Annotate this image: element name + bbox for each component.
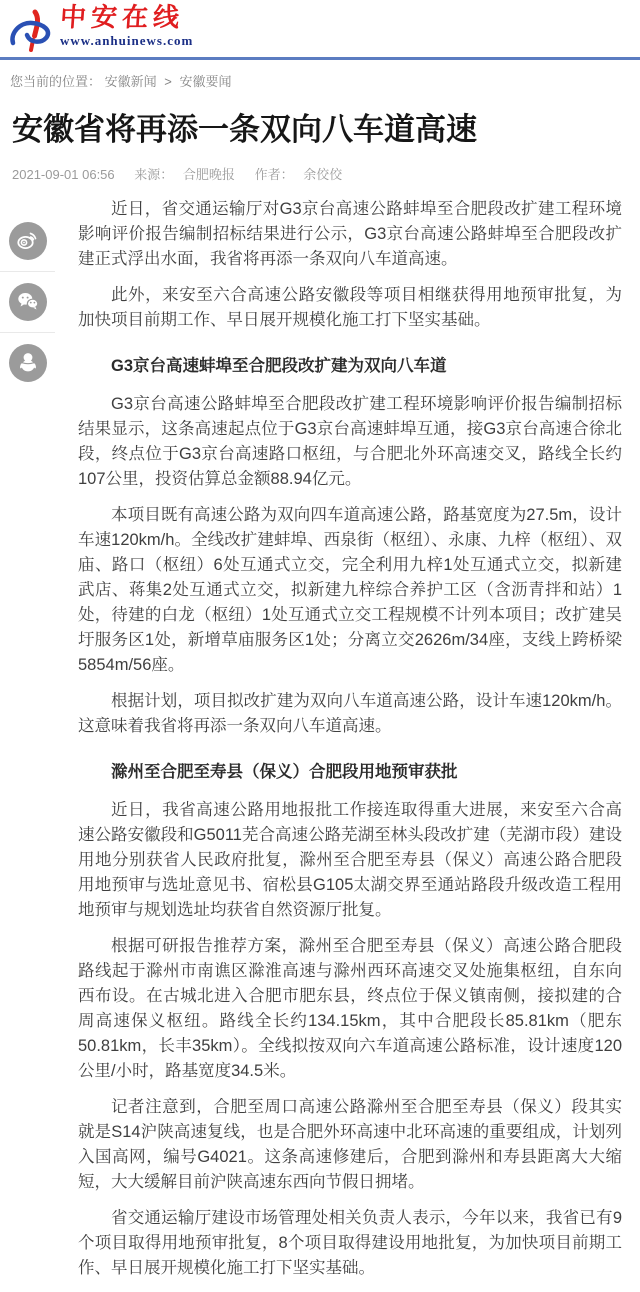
article-body (78, 197, 622, 1281)
article-paragraph: 近日，省交通运输厅对G3京台高速公路蚌埠至合肥段改扩建工程环境影响评价报告编制招标结果进行公示，G3京台高速公路蚌埠至合肥段改扩建正式浮出水面，我省将再添一条双向八车道高速。 (78, 200, 622, 268)
breadcrumb-link-section[interactable]: 安徽新闻 (104, 74, 157, 89)
source-label: 来源： (134, 167, 174, 182)
site-url: www.anhuinews.com (60, 33, 194, 48)
article-subheading: 滁州至合肥至寿县（保义）合肥段用地预审获批 (111, 763, 458, 781)
site-logo[interactable] (8, 5, 193, 60)
weibo-icon (16, 228, 40, 255)
article-main (0, 197, 640, 1281)
breadcrumb-label: 您当前的位置： (10, 74, 102, 89)
share-weibo-button[interactable] (9, 222, 47, 260)
article-meta (12, 164, 640, 183)
share-qq-button[interactable] (9, 344, 47, 382)
wechat-icon (16, 289, 40, 316)
article-paragraph: 本项目既有高速公路为双向四车道高速公路，路基宽度为27.5m，设计车速120km/h。全线改扩建蚌埠、西泉街（枢纽）、永康、九梓（枢纽）、双庙、路口（枢纽）6处互通式立交，完全利用九梓1处互通式立交，拟新建武店、蒋集2处互通式立交，拟新建九梓综合养护工区（含沥青拌和站）1处，待建的白龙（枢纽）1处互通式立交工程规模不计列本项目；改扩建吴圩服务区1处，新增草庙服务区1处；分离立交2626m/34座，支线上跨桥梁5854m/56座。 (78, 506, 622, 674)
article-source: 合肥晚报 (182, 167, 235, 182)
article-paragraph: 近日，我省高速公路用地报批工作接连取得重大进展，来安至六合高速公路安徽段和G5011芜合高速公路芜湖至林头段改扩建（芜湖市段）建设用地分别获省人民政府批复，滁州至合肥至寿县（保义）高速公路合肥段用地预审与选址意见书、宿松县G105太湖交界至通站路段升级改造工程用地预审与规划选址均获省自然资源厅批复。 (78, 801, 622, 919)
article-paragraph: 根据可研报告推荐方案，滁州至合肥至寿县（保义）高速公路合肥段路线起于滁州市南谯区滁淮高速与滁州西环高速交叉处施集枢纽，自东向西布设。在古城北进入合肥市肥东县，终点位于保义镇南侧，接拟建的合周高速保义枢纽。路线全长约134.15km，其中合肥段长85.81km（肥东50.81km，长丰35km）。全线拟按双向六车道高速公路标准，设计速度120公里/小时，路基宽度34.5米。 (78, 937, 622, 1080)
share-rail (0, 211, 55, 393)
share-wechat-button[interactable] (9, 283, 47, 321)
share-item-weibo (0, 211, 55, 271)
article-datetime: 2021-09-01 06:56 (12, 167, 115, 182)
author-label: 作者： (254, 167, 294, 182)
article-paragraph: G3京台高速公路蚌埠至合肥段改扩建工程环境影响评价报告编制招标结果显示，这条高速起点位于G3京台高速蚌埠互通，接G3京台高速合徐北段，终点位于G3京台高速路口枢纽，与合肥北外环高速交叉，路线全长约107公里，投资估算总金额88.94亿元。 (78, 395, 622, 488)
article-title: 安徽省将再添一条双向八车道高速 (12, 112, 477, 147)
article-author: 余佼佼 (303, 167, 343, 182)
article-paragraph: 根据计划，项目拟改扩建为双向八车道高速公路，设计车速120km/h。这意味着我省将再添一条双向八车道高速。 (78, 692, 622, 735)
qq-icon (16, 350, 40, 377)
article-paragraph: 记者注意到，合肥至周口高速公路滁州至合肥至寿县（保义）段其实就是S14沪陕高速复线，也是合肥外环高速中北环高速的重要组成，计划列入国高网，编号G4021。这条高速修建后，合肥到滁州和寿县距离大大缩短，大大缓解目前沪陕高速东西向节假日拥堵。 (78, 1098, 622, 1191)
article-paragraph: 此外，来安至六合高速公路安徽段等项目相继获得用地预审批复，为加快项目前期工作、早日展开规模化施工打下坚实基础。 (78, 286, 622, 329)
share-item-qq (0, 332, 55, 393)
site-name: 中安在线 (59, 3, 186, 32)
article-subheading: G3京台高速蚌埠至合肥段改扩建为双向八车道 (111, 357, 447, 375)
breadcrumb-separator: > (164, 74, 172, 89)
breadcrumb (0, 60, 640, 100)
logo-swirl-icon (8, 7, 58, 60)
share-item-wechat (0, 271, 55, 332)
breadcrumb-link-subsection[interactable]: 安徽要闻 (179, 74, 232, 89)
site-header (0, 0, 640, 57)
article-paragraph: 省交通运输厅建设市场管理处相关负责人表示，今年以来，我省已有9个项目取得用地预审批复，8个项目取得建设用地批复，为加快项目前期工作、早日展开规模化施工打下坚实基础。 (78, 1209, 622, 1277)
